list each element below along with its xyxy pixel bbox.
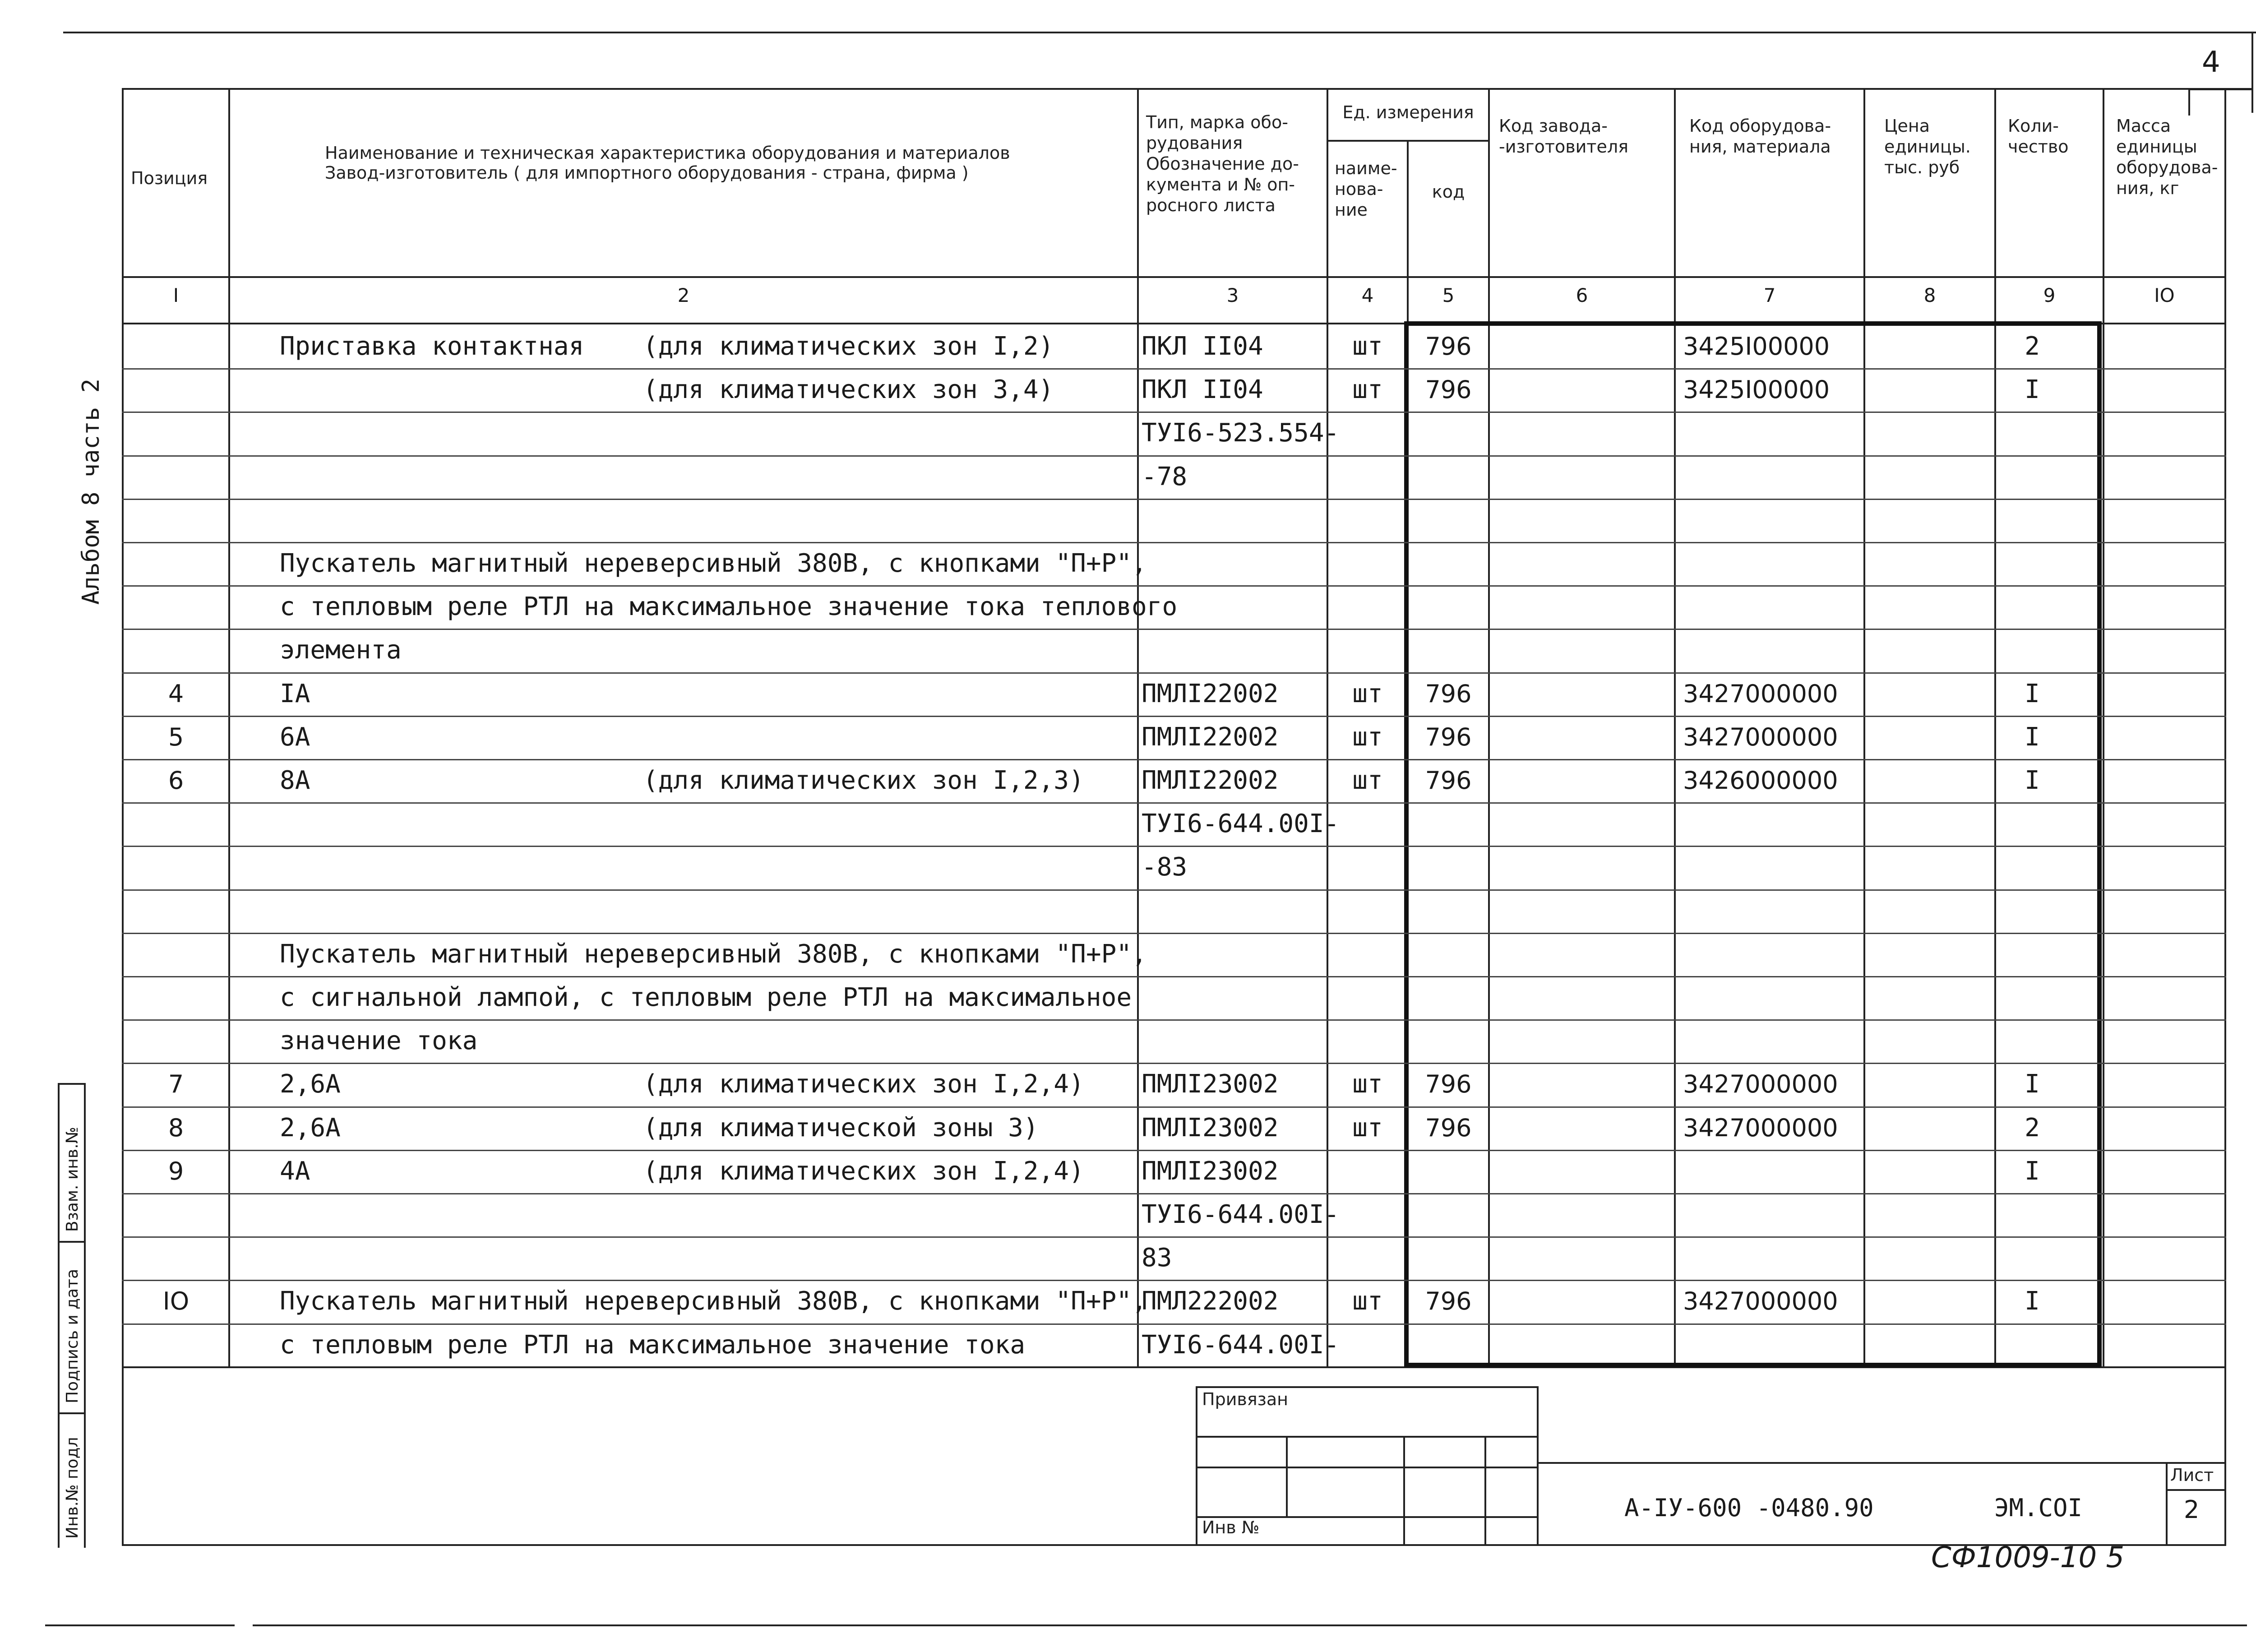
col-sep-6: [1674, 88, 1676, 1367]
header-equip-code-line: Код оборудова-: [1689, 116, 1831, 136]
row-name: Приставка контактная: [280, 332, 584, 361]
row-type: ПКЛ II04: [1142, 332, 1263, 361]
row-separator: [122, 629, 2226, 630]
row-name: IA: [280, 679, 310, 708]
header-mass-line: Масса: [2116, 116, 2171, 136]
stamp-inv-no: Инв №: [1202, 1518, 1260, 1537]
thick-frame-right: [2097, 321, 2102, 1367]
row-pos: 6: [168, 766, 184, 795]
side-stamp-vzam: Взам. инв.№: [63, 1127, 82, 1232]
sheet-code: ЭМ.СОI: [1994, 1494, 2083, 1522]
header-name-line1: Наименование и техническая характеристика оборудования и материалов: [325, 143, 1010, 163]
side-stamp-outer: [58, 1083, 60, 1548]
row-name: Пускатель магнитный нереверсивный 380В, с кнопками "П+Р",: [280, 939, 1147, 969]
row-separator: [122, 1323, 2226, 1325]
header-bottom-line: [122, 276, 2226, 278]
header-type: [1146, 112, 1322, 216]
column-number: 7: [1763, 284, 1776, 306]
row-code: 796: [1425, 1114, 1472, 1142]
row-qty: I: [2025, 766, 2040, 795]
row-qty: I: [2025, 1157, 2040, 1186]
row-name: 6A: [280, 722, 310, 752]
row-separator: [122, 716, 2226, 717]
row-unit: шт: [1352, 1286, 1383, 1316]
row-name: с тепловым реле РТЛ на максимальное значение тока: [280, 1330, 1026, 1360]
sheet-corner-number: 4: [2202, 46, 2220, 79]
bottom-line-left: [45, 1624, 235, 1626]
row-code: 796: [1425, 680, 1472, 708]
list-label: Лист: [2170, 1465, 2214, 1485]
header-name-line2: Завод-изготовитель ( для импортного оборудования - страна, фирма ): [325, 163, 969, 183]
row-name: с тепловым реле РТЛ на максимальное значение тока теплового: [280, 592, 1178, 621]
row-type: 83: [1142, 1243, 1172, 1273]
side-stamp-top: [58, 1083, 86, 1085]
row-qty: 2: [2025, 1113, 2040, 1143]
header-unit-name-line: нова-: [1335, 179, 1383, 199]
row-code: 796: [1425, 766, 1472, 795]
row-unit: шт: [1352, 1113, 1383, 1143]
stamp-vsep-2: [1403, 1436, 1405, 1544]
row-qty: I: [2025, 722, 2040, 752]
header-type-line: росного листа: [1146, 195, 1276, 215]
column-number: 8: [1923, 284, 1936, 306]
right-tab-line: [2251, 32, 2253, 113]
side-album-title: Альбом 8 часть 2: [78, 379, 105, 605]
row-pos: IO: [162, 1287, 190, 1315]
row-equip: 3427000000: [1683, 1070, 1838, 1098]
header-mass-line: единицы: [2116, 137, 2197, 157]
col-sep-7: [1863, 88, 1865, 1367]
col-sep-1: [228, 88, 230, 1367]
row-name: элемента: [280, 635, 402, 665]
title-block-line: [1537, 1462, 2226, 1464]
row-code: 796: [1425, 723, 1472, 751]
frame-bottom: [122, 1544, 2226, 1546]
row-type: ТУI6-644.00I-: [1142, 809, 1340, 838]
row-type: -78: [1142, 462, 1188, 491]
thick-frame-bottom: [1404, 1363, 2102, 1367]
row-unit: шт: [1352, 332, 1383, 361]
side-stamp-podpis: Подпись и дата: [63, 1268, 82, 1403]
stamp-line-1: [1196, 1436, 1539, 1438]
row-equip: 3427000000: [1683, 1114, 1838, 1142]
row-unit: шт: [1352, 722, 1383, 752]
row-pos: 7: [168, 1070, 184, 1098]
row-separator: [122, 412, 2226, 413]
header-position: Позиция: [131, 168, 208, 188]
stamp-vsep-3: [1484, 1436, 1486, 1544]
header-qty-line: чество: [2008, 137, 2069, 157]
row-qty: I: [2025, 1286, 2040, 1316]
column-number: 3: [1226, 284, 1239, 306]
corner-box-left: [2188, 88, 2190, 116]
row-type: ПМЛI23002: [1142, 1157, 1279, 1186]
header-maker-code-line: Код завода-: [1499, 116, 1608, 136]
column-number: 4: [1361, 284, 1374, 306]
row-name: значение тока: [280, 1026, 478, 1055]
row-separator: [122, 499, 2226, 500]
row-unit: шт: [1352, 1069, 1383, 1099]
column-number: 9: [2043, 284, 2056, 306]
row-unit: шт: [1352, 766, 1383, 795]
frame-top: [122, 88, 2253, 90]
column-number: IO: [2154, 284, 2175, 306]
row-type: ТУI6-523.554-: [1142, 418, 1340, 448]
stamp-line-2: [1196, 1467, 1539, 1468]
header-unit-group: Ед. измерения: [1342, 102, 1474, 122]
row-qty: 2: [2025, 332, 2040, 361]
row-separator: [122, 1019, 2226, 1021]
frame-left: [122, 88, 124, 1546]
col-sep-2: [1137, 88, 1139, 1367]
row-separator: [122, 933, 2226, 934]
thick-frame-top: [1404, 321, 2102, 326]
column-number: 2: [677, 284, 690, 306]
side-stamp-inv-podl: Инв.№ подл: [63, 1437, 82, 1539]
row-code: 796: [1425, 375, 1472, 404]
header-type-line: кумента и № оп-: [1146, 175, 1295, 194]
row-separator: [122, 846, 2226, 847]
row-note: (для климатических зон I,2,3): [643, 766, 1084, 795]
header-type-line: рудования: [1146, 133, 1243, 153]
row-unit: шт: [1352, 375, 1383, 404]
header-mass: [2116, 116, 2223, 199]
row-equip: 3427000000: [1683, 680, 1838, 708]
header-price-line: Цена: [1884, 116, 1930, 136]
row-note: (для климатической зоны 3): [643, 1113, 1039, 1143]
row-pos: 4: [168, 680, 184, 708]
header-maker-code-line: -изготовителя: [1499, 137, 1628, 157]
header-price: [1884, 116, 1992, 178]
row-separator: [122, 976, 2226, 977]
row-name: 4A: [280, 1157, 310, 1186]
col-sep-9: [2103, 88, 2104, 1367]
bottom-line-right: [253, 1624, 2247, 1626]
row-pos: 5: [168, 723, 184, 751]
header-type-line: Обозначение до-: [1146, 154, 1299, 174]
row-type: ПМЛI22002: [1142, 766, 1279, 795]
top-border-line: [63, 32, 2256, 33]
row-name: 8A: [280, 766, 310, 795]
row-equip: 3426000000: [1683, 766, 1838, 795]
stamp-privyazan: Привязан: [1202, 1389, 1288, 1409]
row-note: (для климатических зон I,2,4): [643, 1157, 1084, 1186]
row-name: Пускатель магнитный нереверсивный 380В, с кнопками "П+Р",: [280, 1286, 1147, 1316]
list-box-mid: [2166, 1489, 2226, 1491]
side-stamp-sep2: [58, 1412, 86, 1414]
row-separator: [122, 1150, 2226, 1151]
row-note: (для климатических зон I,2): [643, 332, 1054, 361]
row-equip: 3425I00000: [1683, 332, 1830, 361]
column-number: 5: [1442, 284, 1455, 306]
row-separator: [122, 802, 2226, 804]
header-price-line: тыс. руб: [1884, 157, 1960, 177]
row-code: 796: [1425, 332, 1472, 361]
header-unit-name-line: наиме-: [1335, 158, 1397, 178]
header-equip-code-line: ния, материала: [1689, 137, 1831, 157]
side-stamp-inner: [84, 1083, 86, 1548]
row-separator: [122, 759, 2226, 760]
stamp-left: [1196, 1386, 1197, 1544]
row-equip: 3427000000: [1683, 1287, 1838, 1315]
row-type: -83: [1142, 852, 1188, 882]
row-code: 796: [1425, 1287, 1472, 1315]
row-type: ПМЛI23002: [1142, 1069, 1279, 1099]
row-equip: 3425I00000: [1683, 375, 1830, 404]
row-qty: I: [2025, 375, 2040, 404]
header-unit-name-line: ние: [1335, 200, 1368, 220]
row-note: (для климатических зон I,2,4): [643, 1069, 1084, 1099]
row-separator: [122, 1063, 2226, 1064]
row-equip: 3427000000: [1683, 723, 1838, 751]
row-separator: [122, 1280, 2226, 1281]
row-separator: [122, 368, 2226, 370]
row-type: ПМЛI22002: [1142, 679, 1279, 708]
stamp-vsep-1: [1286, 1436, 1288, 1517]
col-sep-5: [1488, 88, 1490, 1367]
row-unit: шт: [1352, 679, 1383, 708]
row-separator: [122, 672, 2226, 674]
row-separator: [122, 1236, 2226, 1238]
row-type: ПКЛ II04: [1142, 375, 1263, 404]
row-separator: [122, 889, 2226, 891]
header-unit-code: код: [1432, 182, 1465, 202]
doc-code: А-IУ-600 -0480.90: [1624, 1494, 1874, 1522]
row-separator: [122, 1193, 2226, 1194]
row-type: ПМЛI22002: [1142, 722, 1279, 752]
list-number: 2: [2184, 1495, 2200, 1524]
row-pos: 9: [168, 1157, 184, 1185]
row-name: 2,6A: [280, 1069, 341, 1099]
row-separator: [122, 455, 2226, 457]
header-qty: [2008, 116, 2098, 157]
row-name: 2,6A: [280, 1113, 341, 1143]
frame-right: [2224, 88, 2226, 1546]
header-qty-line: Коли-: [2008, 116, 2059, 136]
row-pos: 8: [168, 1114, 184, 1142]
row-name: Пускатель магнитный нереверсивный 380В, с кнопками "П+Р",: [280, 549, 1147, 578]
row-name: с сигнальной лампой, с тепловым реле РТЛ на максимальное: [280, 983, 1132, 1012]
header-unit-name: [1335, 158, 1407, 220]
header-equip-code: [1689, 116, 1861, 157]
row-type: ПМЛ222002: [1142, 1286, 1279, 1316]
row-qty: I: [2025, 1069, 2040, 1099]
header-mass-line: оборудова-: [2116, 157, 2218, 177]
header-maker-code: [1499, 116, 1670, 157]
row-separator: [122, 1106, 2226, 1108]
header-type-line: Тип, марка обо-: [1146, 112, 1288, 132]
row-type: ТУI6-644.00I-: [1142, 1200, 1340, 1229]
row-note: (для климатических зон 3,4): [643, 375, 1054, 404]
header-mass-line: ния, кг: [2116, 178, 2179, 198]
row-type: ПМЛI23002: [1142, 1113, 1279, 1143]
list-box-left: [2166, 1462, 2168, 1544]
handwritten-note: СФ1009-10 5: [1931, 1541, 2125, 1574]
column-number: 6: [1576, 284, 1588, 306]
side-stamp-sep1: [58, 1241, 86, 1243]
row-qty: I: [2025, 679, 2040, 708]
row-separator: [122, 542, 2226, 543]
column-number: I: [173, 284, 179, 306]
thick-frame-left: [1404, 321, 1409, 1367]
row-type: ТУI6-644.00I-: [1142, 1330, 1340, 1360]
stamp-right: [1537, 1386, 1539, 1544]
row-separator: [122, 585, 2226, 587]
stamp-top: [1196, 1386, 1539, 1388]
row-code: 796: [1425, 1070, 1472, 1098]
header-price-line: единицы.: [1884, 137, 1971, 157]
